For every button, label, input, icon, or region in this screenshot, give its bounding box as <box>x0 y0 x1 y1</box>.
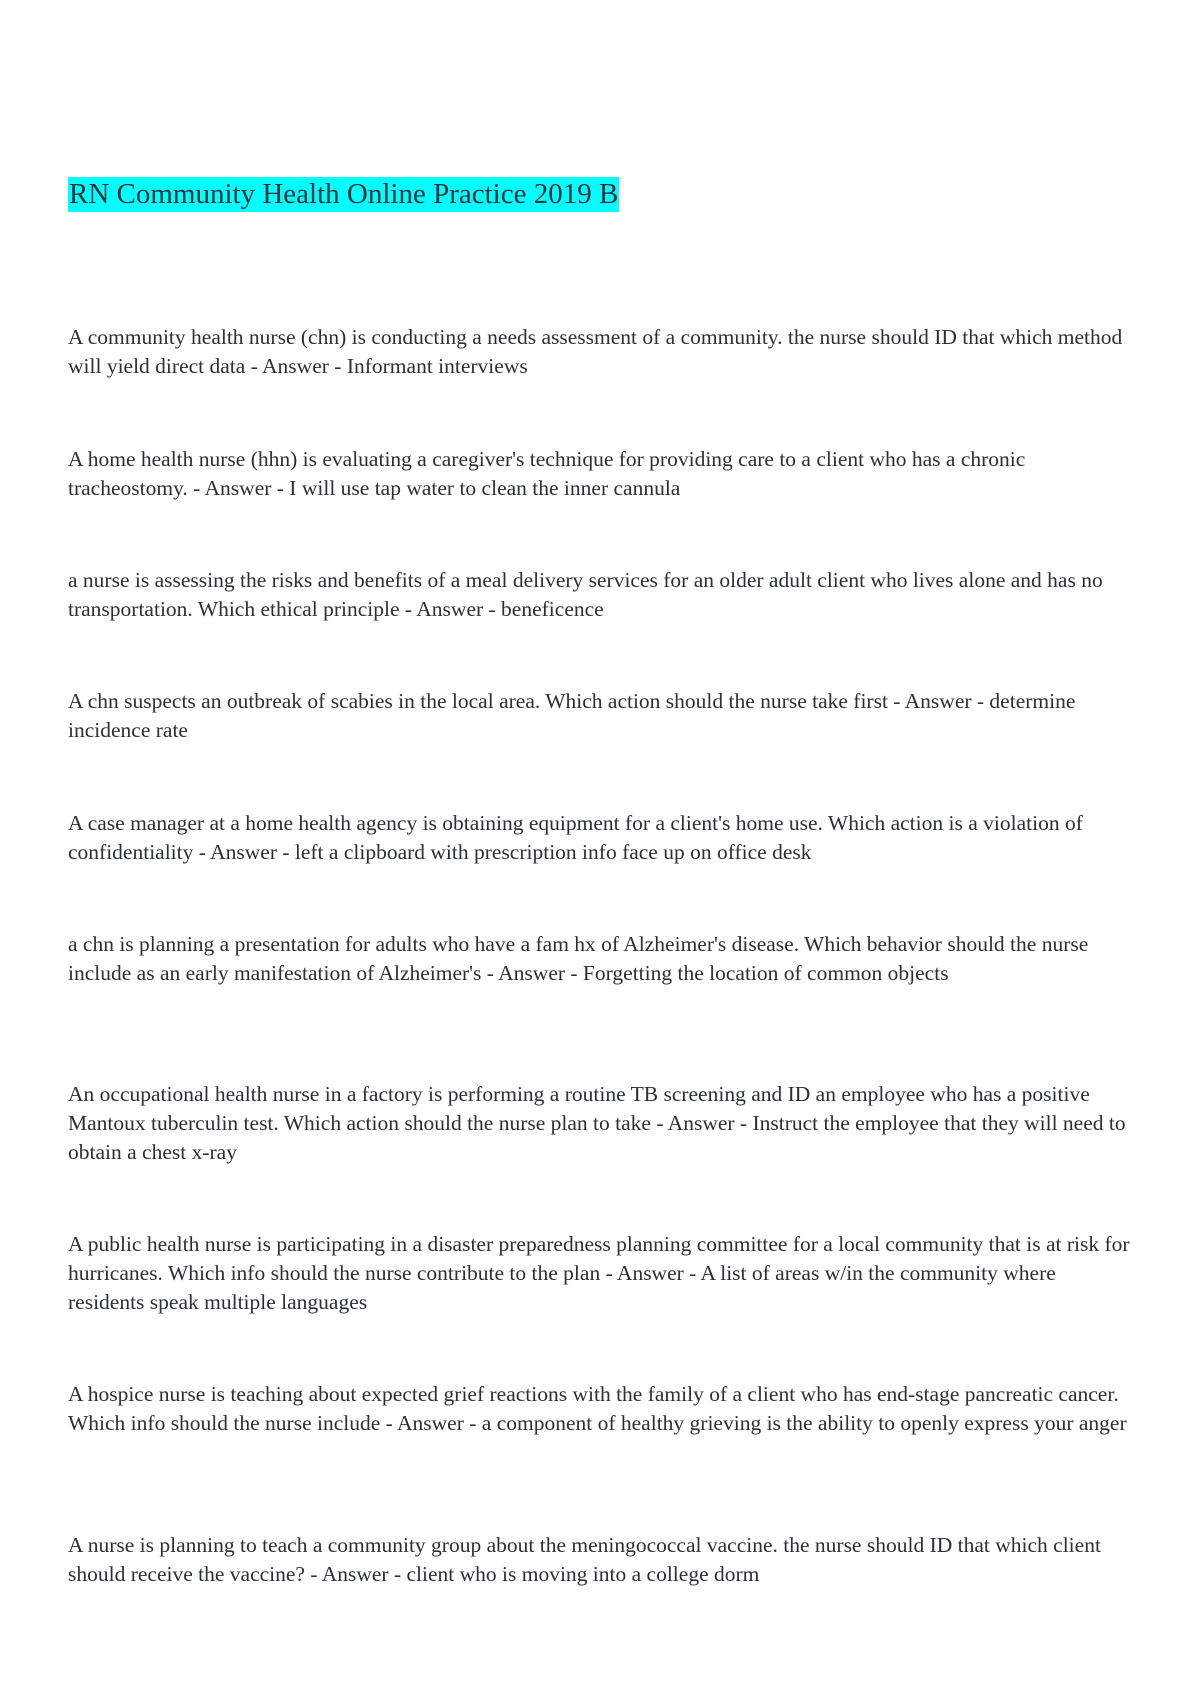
qa-item: A public health nurse is participating in a disaster preparedness planning committee for a local community that is at risk for hurricanes. Which info should the nurse contribute to the plan - Answer - A list of areas w/in the community where residents speak multiple languages <box>68 1232 1130 1314</box>
qa-item: A home health nurse (hhn) is evaluating a caregiver's technique for providing care to a client who has a chronic tracheostomy. - Answer - I will use tap water to clean the inner cannula <box>68 447 1026 500</box>
qa-item: a chn is planning a presentation for adults who have a fam hx of Alzheimer's disease. Which behavior should the nurse include as an early manifestation of Alzheimer's - Answer - Forgetting the location of common objects <box>68 932 1089 985</box>
qa-item: An occupational health nurse in a factory is performing a routine TB screening and ID an employee who has a positive Mantoux tuberculin test. Which action should the nurse plan to take - Answer - Instruct the employee that they will need to obtain a chest x-ray <box>68 1082 1126 1164</box>
qa-item: A chn suspects an outbreak of scabies in the local area. Which action should the nurse take first - Answer - determine incidence rate <box>68 689 1076 742</box>
document-title: RN Community Health Online Practice 2019 B <box>69 178 619 210</box>
qa-item: A hospice nurse is teaching about expected grief reactions with the family of a client who has end-stage pancreatic cancer. Which info should the nurse include - Answer - a component of healthy grieving is the ability to openly express your anger <box>68 1382 1127 1435</box>
qa-item: a nurse is assessing the risks and benefits of a meal delivery services for an older adult client who lives alone and has no transportation. Which ethical principle - Answer - beneficence <box>68 568 1103 621</box>
qa-item: A community health nurse (chn) is conducting a needs assessment of a community. the nurse should ID that which method will yield direct data - Answer - Informant interviews <box>68 325 1123 378</box>
qa-item: A case manager at a home health agency is obtaining equipment for a client's home use. Which action is a violation of confidentiality - Answer - left a clipboard with prescription info face up on office desk <box>68 811 1083 864</box>
title-block <box>68 176 1128 212</box>
qa-item: A nurse is planning to teach a community group about the meningococcal vaccine. the nurse should ID that which client should receive the vaccine? - Answer - client who is moving into a college dorm <box>68 1533 1101 1586</box>
